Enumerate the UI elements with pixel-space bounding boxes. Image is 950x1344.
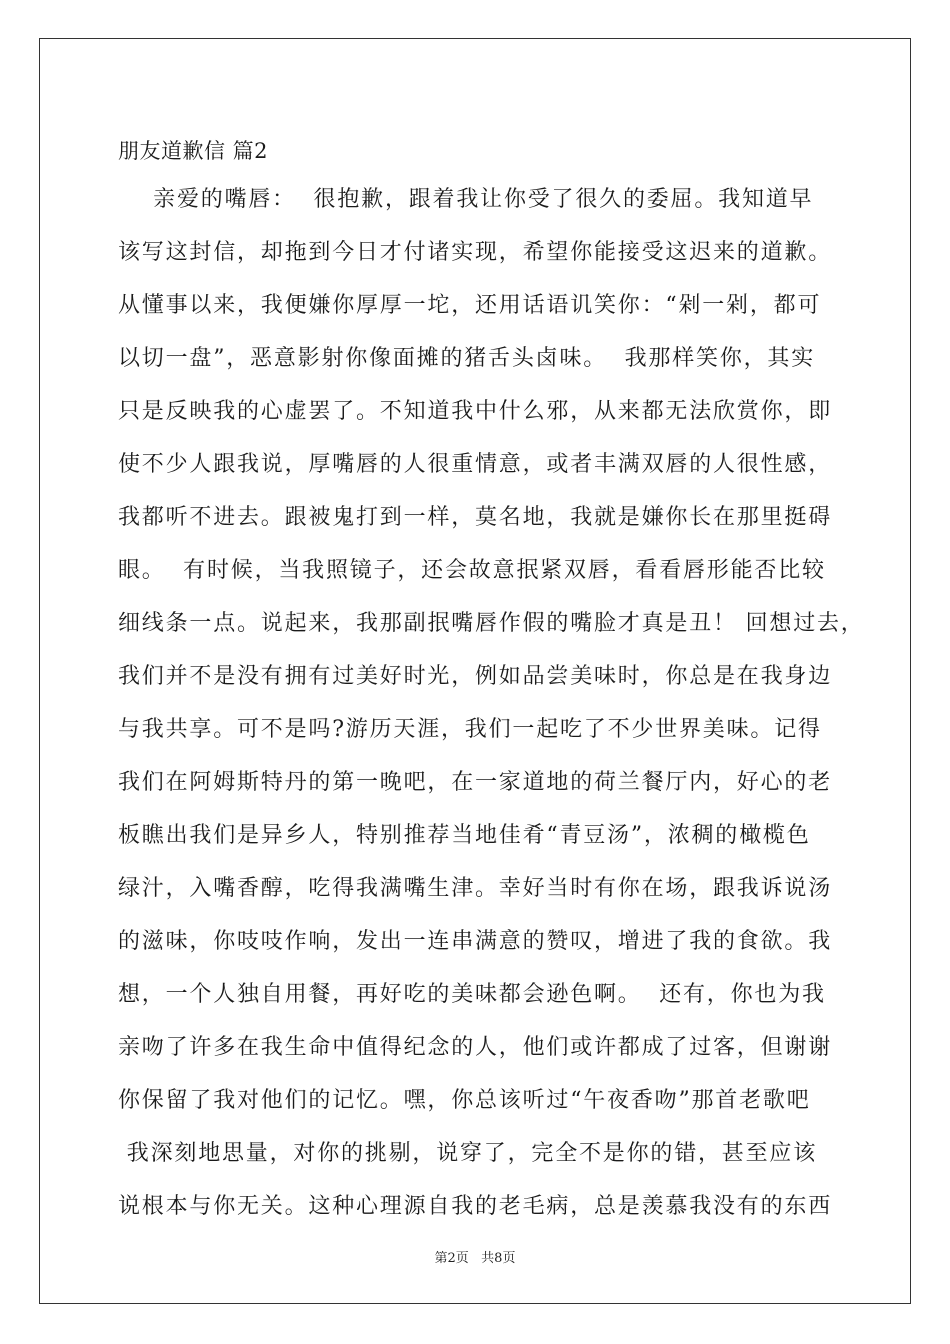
body-line: 与我共享。可不是吗?游历天涯，我们一起吃了不少世界美味。记得	[118, 717, 822, 742]
body-line: 只是反映我的心虚罢了。不知道我中什么邪，从来都无法欣赏你，即	[118, 399, 833, 424]
body-line: 该写这封信，却拖到今日才付诸实现，希望你能接受这迟来的道歉。	[118, 240, 833, 265]
body-line: 我们并不是没有拥有过美好时光，例如品尝美味时，你总是在我身边	[118, 664, 833, 689]
body-line: 使不少人跟我说，厚嘴唇的人很重情意，或者丰满双唇的人很性感，	[118, 452, 833, 477]
body-line: 的滋味，你吱吱作响，发出一连串满意的赞叹，增进了我的食欲。我	[118, 929, 833, 954]
body-line: 绿汁，入嘴香醇，吃得我满嘴生津。幸好当时有你在场，跟我诉说汤	[118, 876, 833, 901]
body-line: 你保留了我对他们的记忆。嘿，你总该听过“午夜香吻”那首老歌吧	[118, 1088, 811, 1113]
body-line: 我都听不进去。跟被鬼打到一样，莫名地，我就是嫌你长在那里挺碍	[118, 505, 833, 530]
body-line: 想，一个人独自用餐，再好吃的美味都会逊色啊。 还有，你也为我	[118, 982, 826, 1007]
body-line: 细线条一点。说起来，我那副抿嘴唇作假的嘴脸才真是丑！ 回想过去，	[118, 611, 865, 636]
page-number-footer: 第2页 共8页	[434, 1251, 516, 1266]
body-line: 以切一盘”，恶意影射你像面摊的猪舌头卤味。 我那样笑你，其实	[118, 346, 816, 371]
body-line: 说根本与你无关。这种心理源自我的老毛病，总是羡慕我没有的东西	[118, 1194, 833, 1219]
document-title: 朋友道歉信 篇2	[118, 139, 269, 163]
body-line: 亲爱的嘴唇： 很抱歉，跟着我让你受了很久的委屈。我知道早	[118, 187, 814, 212]
body-line: 我们在阿姆斯特丹的第一晚吧，在一家道地的荷兰餐厅内，好心的老	[118, 770, 833, 795]
body-line: 我深刻地思量，对你的挑剔，说穿了，完全不是你的错，甚至应该	[118, 1141, 817, 1166]
body-line: 眼。 有时候，当我照镜子，还会故意抿紧双唇，看看唇形能否比较	[118, 558, 826, 583]
body-line: 亲吻了许多在我生命中值得纪念的人，他们或许都成了过客，但谢谢	[118, 1035, 833, 1060]
body-line: 板瞧出我们是异乡人，特别推荐当地佳肴“青豆汤”，浓稠的橄榄色	[118, 823, 811, 848]
body-line: 从懂事以来，我便嫌你厚厚一坨，还用话语讥笑你：“剁一剁，都可	[118, 293, 822, 318]
